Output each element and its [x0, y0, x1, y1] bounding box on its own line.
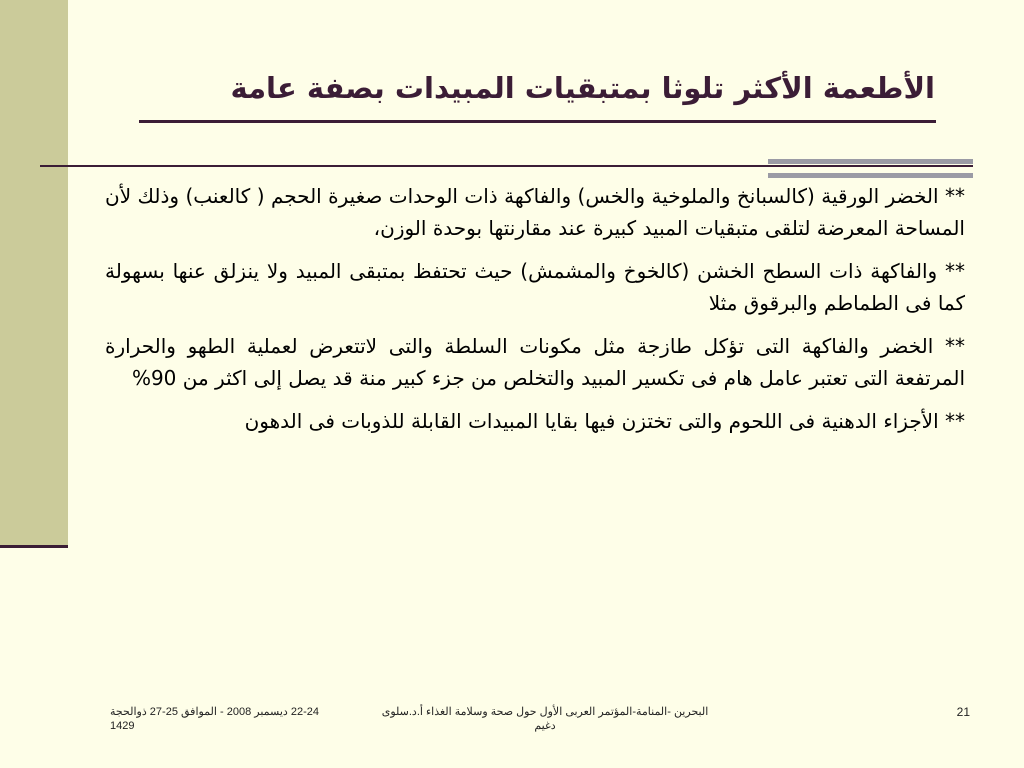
side-band	[0, 0, 68, 547]
slide-title: الأطعمة الأكثر تلوثا بمتبقيات المبيدات بصفة عامة	[230, 71, 935, 105]
header-rule	[40, 165, 973, 167]
footer-date: 22-24 ديسمبر 2008 - الموافق 25-27 ذوالحجة 1429	[110, 706, 319, 732]
page-number: 21	[956, 705, 970, 719]
slide-body	[105, 180, 965, 448]
header-gray-bar-top	[768, 159, 973, 164]
bullet-item: ** الخضر والفاكهة التى تؤكل طازجة مثل مكونات السلطة والتى لاتتعرض لعملية الطهو والحرارة المرتفعة التى تعتبر عامل هام فى تكسير المبيد والتخلص من جزء كبير منة قد يصل إلى اكثر من 90%	[105, 334, 965, 390]
title-underline	[139, 120, 936, 123]
bullet-item: ** الخضر الورقية (كالسبانخ والملوخية والخس) والفاكهة ذات الوحدات صغيرة الحجم ( كالعنب) وذلك لأن المساحة المعرضة لتلقى متبقيات المبيد كبيرة عند مقارنتها بوحدة الوزن،	[105, 184, 965, 240]
footer-event: البحرين -المنامة-المؤتمر العربى الأول حول صحة وسلامة الغذاء أ.د.سلوى دغيم	[381, 706, 709, 732]
header-gray-bar-bottom	[768, 173, 973, 178]
side-divider	[0, 545, 68, 548]
bullet-item: ** والفاكهة ذات السطح الخشن (كالخوخ والمشمش) حيث تحتفظ بمتبقى المبيد ولا ينزلق عنها بسهولة كما فى الطماطم والبرقوق مثلا	[105, 259, 965, 315]
bullet-item: ** الأجزاء الدهنية فى اللحوم والتى تختزن فيها بقايا المبيدات القابلة للذوبات فى الدهون	[244, 409, 965, 433]
